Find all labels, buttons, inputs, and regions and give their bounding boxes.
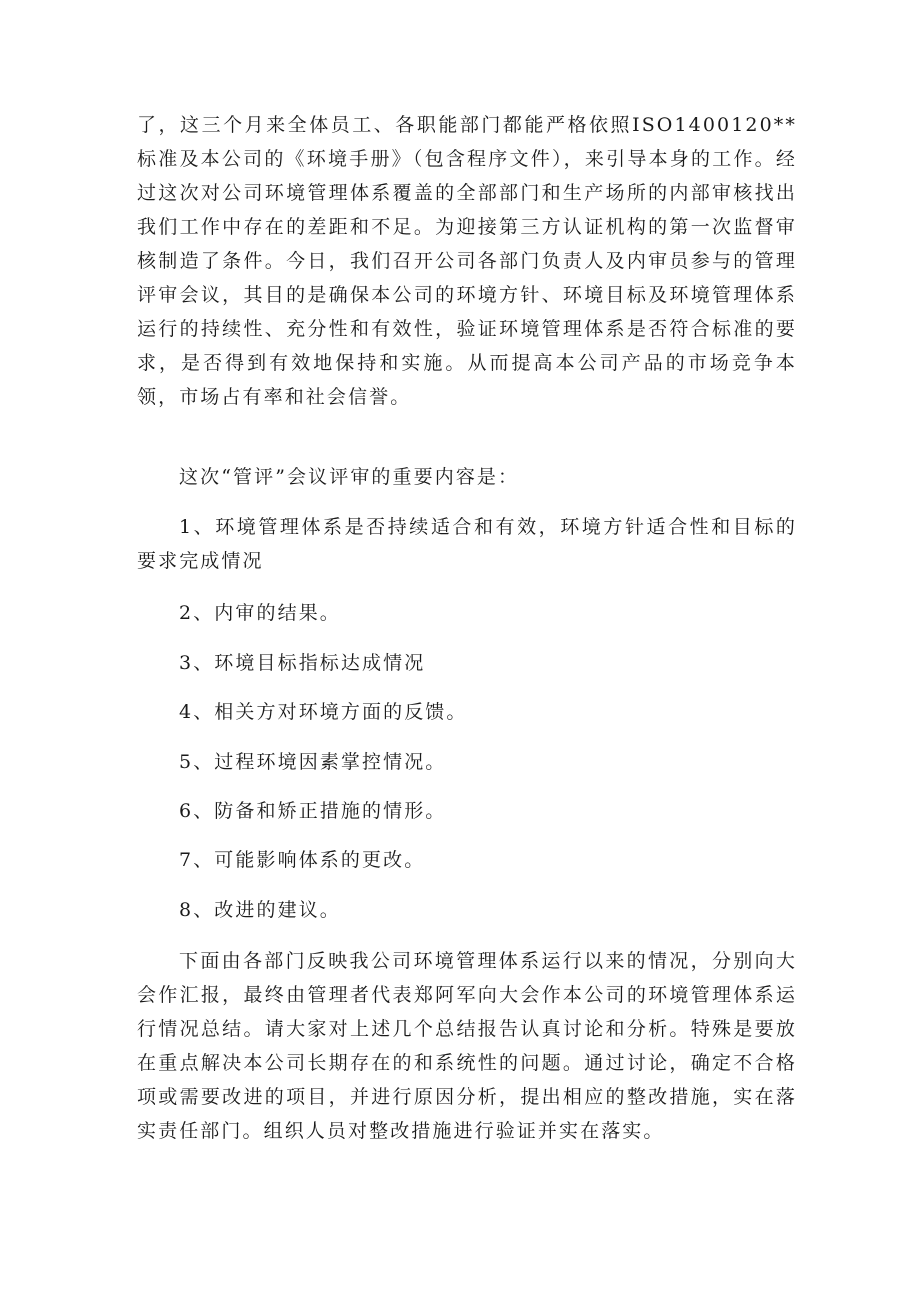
closing-paragraph: 下面由各部门反映我公司环境管理体系运行以来的情况，分别向大会作汇报，最终由管理者代表郑阿军向大会作本公司的环境管理体系运行情况总结。请大家对上述几个总结报告认真讨论和分析。特殊是要放在重点解决本公司长期存在的和系统性的问题。通过讨论，确定不合格项或需要改进的项目，并进行原因分析，提出相应的整改措施，实在落实责任部门。组织人员对整改措施进行验证并实在落实。 xyxy=(137,950,797,1142)
agenda-item-6: 6、防备和矫正措施的情形。 xyxy=(179,800,447,822)
continuation-paragraph: 了，这三个月来全体员工、各职能部门都能严格依照ISO1400120**标准及本公司的《环境手册》（包含程序文件），来引导本身的工作。经过这次对公司环境管理体系覆盖的全部部门和生产场所的内部审核找出我们工作中存在的差距和不足。为迎接第三方认证机构的第一次监督审核制造了条件。今日，我们召开公司各部门负责人及内审员参与的管理评审会议，其目的是确保本公司的环境方针、环境目标及环境管理体系运行的持续性、充分性和有效性，验证环境管理体系是否符合标准的要求，是否得到有效地保持和实施。从而提高本公司产品的市场竞争本领，市场占有率和社会信誉。 xyxy=(137,114,797,408)
agenda-item-1: 1、环境管理体系是否持续适合和有效，环境方针适合性和目标的要求完成情况 xyxy=(137,516,797,572)
agenda-item-4: 4、相关方对环境方面的反馈。 xyxy=(179,701,468,723)
agenda-intro: 这次“管评”会议评审的重要内容是： xyxy=(179,466,520,488)
agenda-item-7: 7、可能影响体系的更改。 xyxy=(179,849,426,871)
agenda-item-3: 3、环境目标指标达成情况 xyxy=(179,652,426,674)
agenda-item-2: 2、内审的结果。 xyxy=(179,602,341,624)
agenda-item-5: 5、过程环境因素掌控情况。 xyxy=(179,751,447,773)
agenda-item-8: 8、改进的建议。 xyxy=(179,899,341,921)
